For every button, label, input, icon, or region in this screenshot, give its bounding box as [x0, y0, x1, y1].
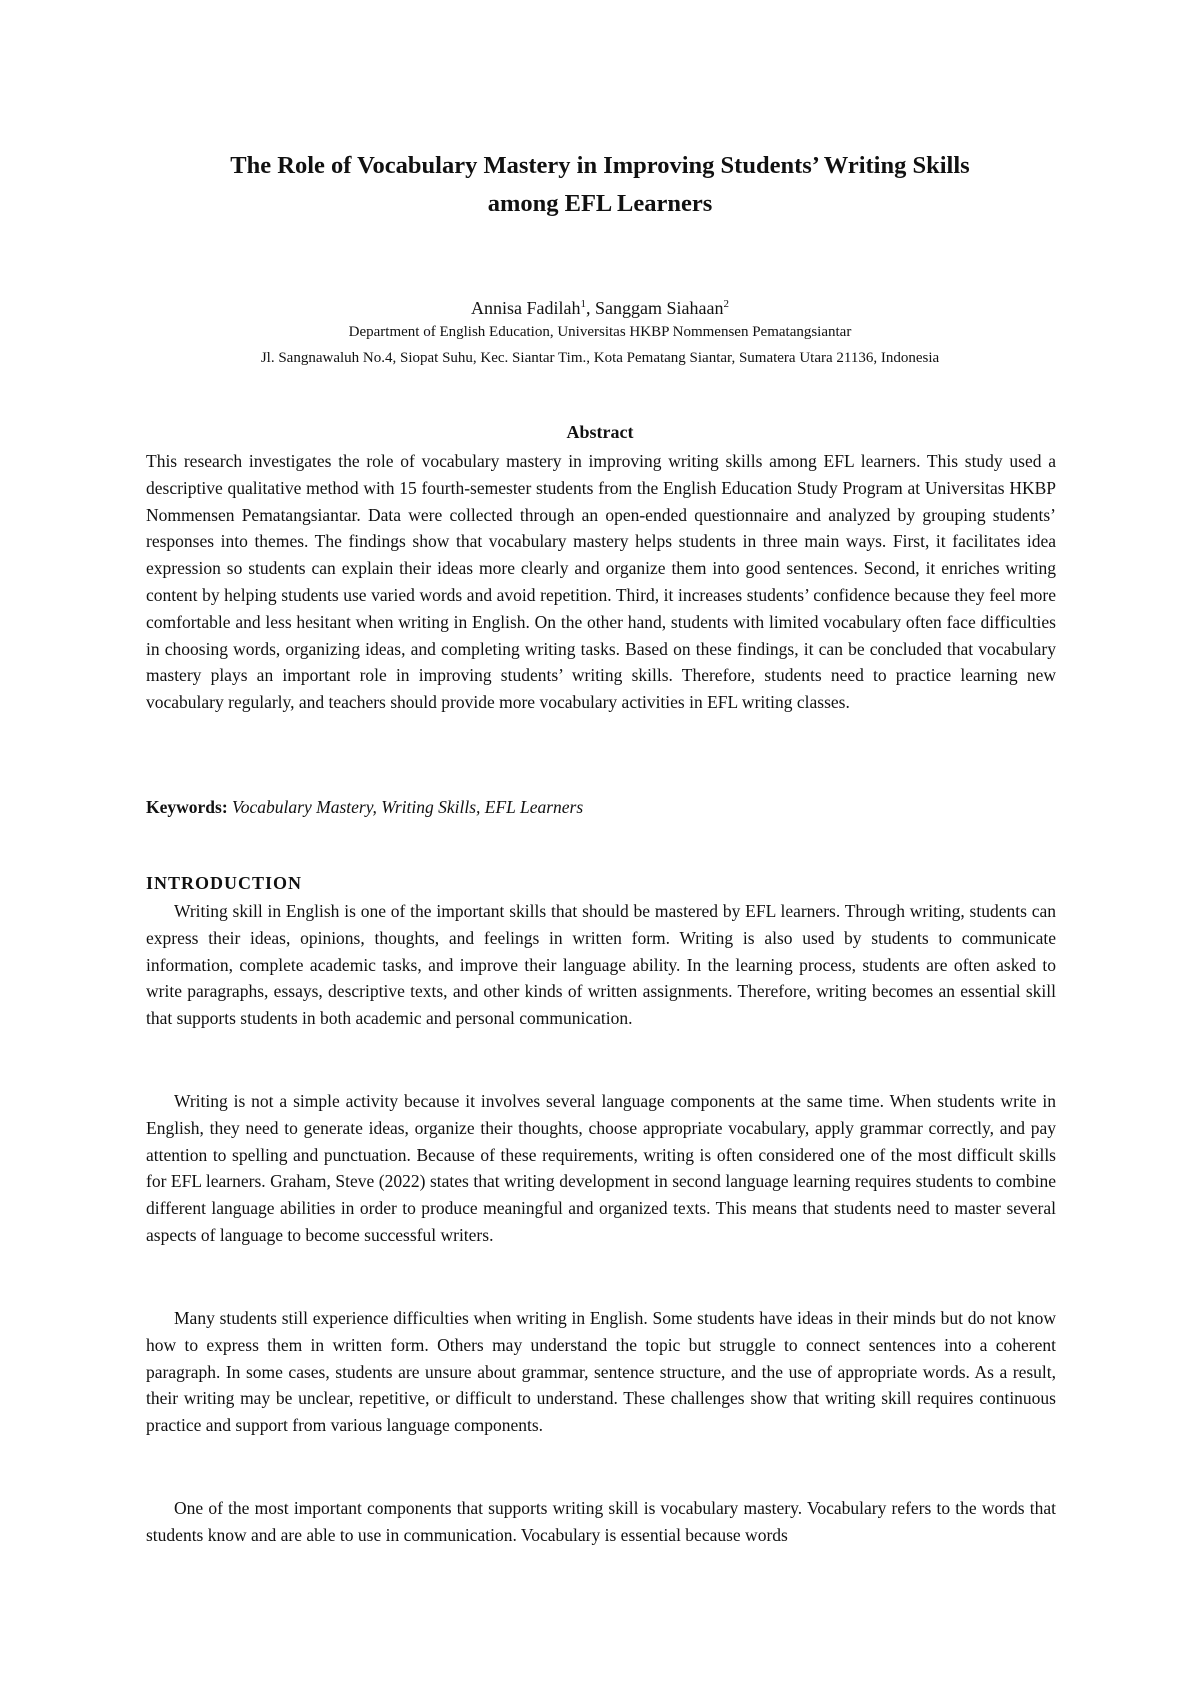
body-paragraph: Writing is not a simple activity because it involves several language components at the same time. When students write in English, they need to generate ideas, organize their thoughts, choose appropriate vocabulary, apply grammar correctly, and pay attention to spelling and punctuation. Because of these requirements, writing is often considered one of the most difficult skills for EFL learners. Graham, Steve (2022) states that writing development in second language learning requires students to combine different language abilities in order to produce meaningful and organized texts. This means that students need to master several aspects of language to become successful writers. [146, 1091, 1056, 1245]
keywords-value: Vocabulary Mastery, Writing Skills, EFL Learners [232, 797, 584, 817]
author-name: Annisa Fadilah [471, 298, 581, 318]
author-name: Sanggam Siahaan [595, 298, 724, 318]
body-paragraph: Writing skill in English is one of the important skills that should be mastered by EFL learners. Through writing, students can express their ideas, opinions, thoughts, and feelings in written form. Writing is also used by students to communicate information, complete academic tasks, and improve their language ability. In the learning process, students are often asked to write paragraphs, essays, descriptive texts, and other kinds of written assignments. Therefore, writing becomes an essential skill that supports students in both academic and personal communication. [146, 901, 1056, 1029]
author-list [120, 293, 1080, 319]
affiliation-mark: 2 [723, 298, 729, 310]
abstract-body: This research investigates the role of vocabulary mastery in improving writing skills among EFL learners. This study used a descriptive qualitative method with 15 fourth-semester students from the English Education Study Program at Universitas HKBP Nommensen Pematangsiantar. Data were collected through an open-ended questionnaire and analyzed by grouping students’ responses into themes. The findings show that vocabulary mastery helps students in three main ways. First, it facilitates idea expression so students can explain their ideas more clearly and organize them into good sentences. Second, it enriches writing content by helping students use varied words and avoid repetition. Third, it increases students’ confidence because they feel more comfortable and less hesitant when writing in English. On the other hand, students with limited vocabulary often face difficulties in choosing words, organizing ideas, and completing writing tasks. Based on these findings, it can be concluded that vocabulary mastery plays an important role in improving students’ writing skills. Therefore, students need to practice learning new vocabulary regularly, and teachers should provide more vocabulary activities in EFL writing classes. [146, 451, 1056, 713]
keywords-line [146, 794, 1056, 820]
paper-title [120, 147, 1080, 223]
affiliation-department: Department of English Education, Universitas HKBP Nommensen Pematangsiantar [348, 324, 852, 340]
affiliation-address: Jl. Sangnawaluh No.4, Siopat Suhu, Kec. Siantar Tim., Kota Pematang Siantar, Sumatera Utara 21136, Indonesia [260, 350, 940, 366]
title-line-2: among EFL Learners [487, 190, 713, 217]
author-separator: , [586, 298, 595, 318]
abstract-heading: Abstract [566, 422, 634, 442]
keywords-label: Keywords: [146, 797, 228, 817]
affiliation-mark: 1 [580, 298, 586, 310]
title-line-1: The Role of Vocabulary Mastery in Improving Students’ Writing Skills [230, 152, 970, 179]
section-heading-introduction: INTRODUCTION [146, 873, 303, 893]
body-paragraph: One of the most important components that supports writing skill is vocabulary mastery. Vocabulary refers to the words that students know and are able to use in communication. Vocabulary is essential because words [146, 1498, 1056, 1545]
body-paragraph: Many students still experience difficulties when writing in English. Some students have ideas in their minds but do not know how to express them in written form. Others may understand the topic but struggle to connect sentences into a coherent paragraph. In some cases, students are unsure about grammar, sentence structure, and the use of appropriate words. As a result, their writing may be unclear, repetitive, or difficult to understand. These challenges show that writing skill requires continuous practice and support from various language components. [146, 1308, 1056, 1436]
